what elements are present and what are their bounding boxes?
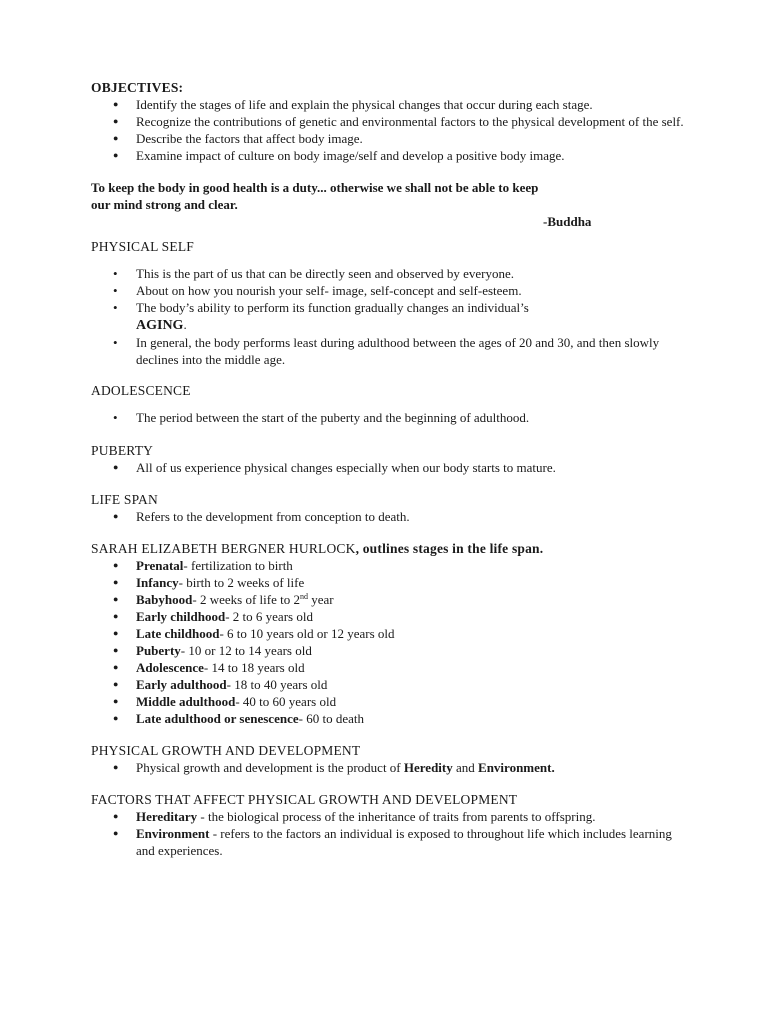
- puberty-heading: PUBERTY: [91, 443, 154, 458]
- list-item: ● Environment - refers to the factors an individual is exposed to throughout life which includes learning and experiences.: [91, 825, 691, 859]
- physical-self-heading: PHYSICAL SELF: [91, 239, 194, 254]
- physical-self-list: [91, 265, 691, 368]
- quote-line-1: To keep the body in good health is a duty... otherwise we shall not be able to keep: [91, 180, 539, 195]
- list-item: • About on how you nourish your self- image, self-concept and self-esteem.: [91, 282, 691, 299]
- list-item: [91, 299, 691, 334]
- stage-item: ● Middle adulthood- 40 to 60 years old: [91, 693, 691, 710]
- stage-item: ● Adolescence- 14 to 18 years old: [91, 659, 691, 676]
- list-item: • The period between the start of the puberty and the beginning of adulthood.: [91, 409, 691, 426]
- life-span-heading: LIFE SPAN: [91, 492, 158, 507]
- quote-author: -Buddha: [543, 214, 592, 229]
- list-item: • In general, the body performs least during adulthood between the ages of 20 and 30, and then slowly declines into the middle age.: [91, 334, 691, 368]
- list-item: • This is the part of us that can be directly seen and observed by everyone.: [91, 265, 691, 282]
- document-page: [91, 79, 691, 859]
- list-item: ● Recognize the contributions of genetic and environmental factors to the physical development of the self.: [91, 113, 691, 130]
- hurlock-heading-rest: , outlines stages in the life span.: [355, 541, 544, 556]
- stage-item: ● Late adulthood or senescence- 60 to death: [91, 710, 691, 727]
- objectives-list: [91, 96, 691, 164]
- item-text: The body’s ability to perform its function gradually changes an individual’s: [136, 300, 529, 315]
- list-item: ● Refers to the development from conception to death.: [91, 508, 691, 525]
- stage-item: ● Early childhood- 2 to 6 years old: [91, 608, 691, 625]
- hurlock-name: SARAH ELIZABETH BERGNER HURLOCK: [91, 541, 356, 556]
- list-item: ● Describe the factors that affect body image.: [91, 130, 691, 147]
- puberty-list: [91, 459, 691, 476]
- stage-item: ● Infancy- birth to 2 weeks of life: [91, 574, 691, 591]
- hurlock-heading: [91, 540, 691, 557]
- objectives-heading: OBJECTIVES:: [91, 80, 184, 95]
- growth-heading: PHYSICAL GROWTH AND DEVELOPMENT: [91, 743, 361, 758]
- stage-item: ● Babyhood- 2 weeks of life to 2nd year: [91, 591, 691, 608]
- life-stages-list: [91, 557, 691, 727]
- adolescence-list: [91, 409, 691, 426]
- growth-list: [91, 759, 691, 776]
- list-item: ● Physical growth and development is the product of Heredity and Environment.: [91, 759, 691, 776]
- list-item: ● All of us experience physical changes especially when our body starts to mature.: [91, 459, 691, 476]
- factors-heading: FACTORS THAT AFFECT PHYSICAL GROWTH AND DEVELOPMENT: [91, 792, 518, 807]
- aging-word: AGING: [136, 318, 184, 333]
- stage-item: ● Puberty- 10 or 12 to 14 years old: [91, 642, 691, 659]
- list-item: ● Hereditary - the biological process of the inheritance of traits from parents to offspring.: [91, 808, 691, 825]
- life-span-list: [91, 508, 691, 525]
- stage-item: ● Late childhood- 6 to 10 years old or 12 years old: [91, 625, 691, 642]
- list-item: ● Identify the stages of life and explain the physical changes that occur during each stage.: [91, 96, 691, 113]
- list-item: ● Examine impact of culture on body image/self and develop a positive body image.: [91, 147, 691, 164]
- stage-item: ● Prenatal- fertilization to birth: [91, 557, 691, 574]
- aging-suffix: .: [183, 317, 187, 332]
- quote-line-2: our mind strong and clear.: [91, 197, 238, 212]
- stage-item: ● Early adulthood- 18 to 40 years old: [91, 676, 691, 693]
- factors-list: [91, 808, 691, 859]
- adolescence-heading: ADOLESCENCE: [91, 383, 191, 398]
